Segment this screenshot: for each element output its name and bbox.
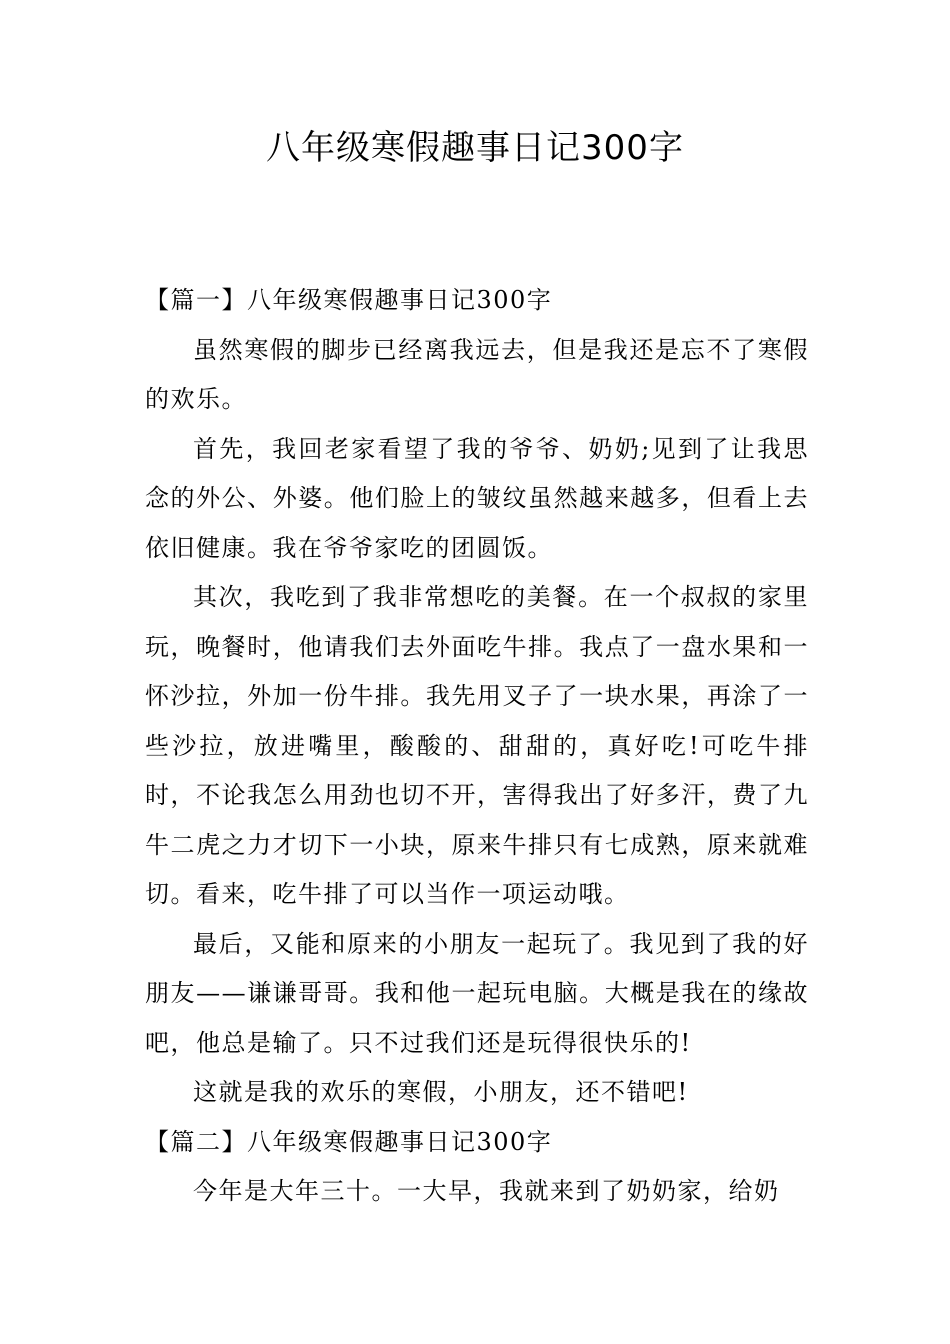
document-title: 八年级寒假趣事日记300字 [266,128,684,168]
paragraph: 其次，我吃到了我非常想吃的美餐。在一个叔叔的家里玩，晚餐时，他请我们去外面吃牛排。我点了一盘水果和一怀沙拉，外加一份牛排。我先用叉子了一块水果，再涂了一些沙拉，放进嘴里，酸酸的、甜甜的，真好吃!可吃牛排时，不论我怎么用劲也切不开，害得我出了好多汗，费了九牛二虎之力才切下一小块，原来牛排只有七成熟，原来就难切。看来，吃牛排了可以当作一项运动哦。 [145,583,809,908]
section-heading: 【篇二】八年级寒假趣事日记300字 [145,1127,553,1156]
paragraph: 这就是我的欢乐的寒假，小朋友，还不错吧! [193,1078,689,1106]
document-body [145,276,809,1217]
paragraph: 虽然寒假的脚步已经离我远去，但是我还是忘不了寒假的欢乐。 [145,335,809,413]
paragraph: 最后，又能和原来的小朋友一起玩了。我见到了我的好朋友——谦谦哥哥。我和他一起玩电脑。大概是我在的缘故吧，他总是输了。只不过我们还是玩得很快乐的! [145,929,809,1057]
section-heading: 【篇一】八年级寒假趣事日记300字 [145,286,553,314]
paragraph: 首先，我回老家看望了我的爷爷、奶奶;见到了让我思念的外公、外婆。他们脸上的皱纹虽然越来越多，但看上去依旧健康。我在爷爷家吃的团圆饭。 [145,434,809,562]
paragraph: 今年是大年三十。一大早，我就来到了奶奶家，给奶 [193,1177,780,1205]
